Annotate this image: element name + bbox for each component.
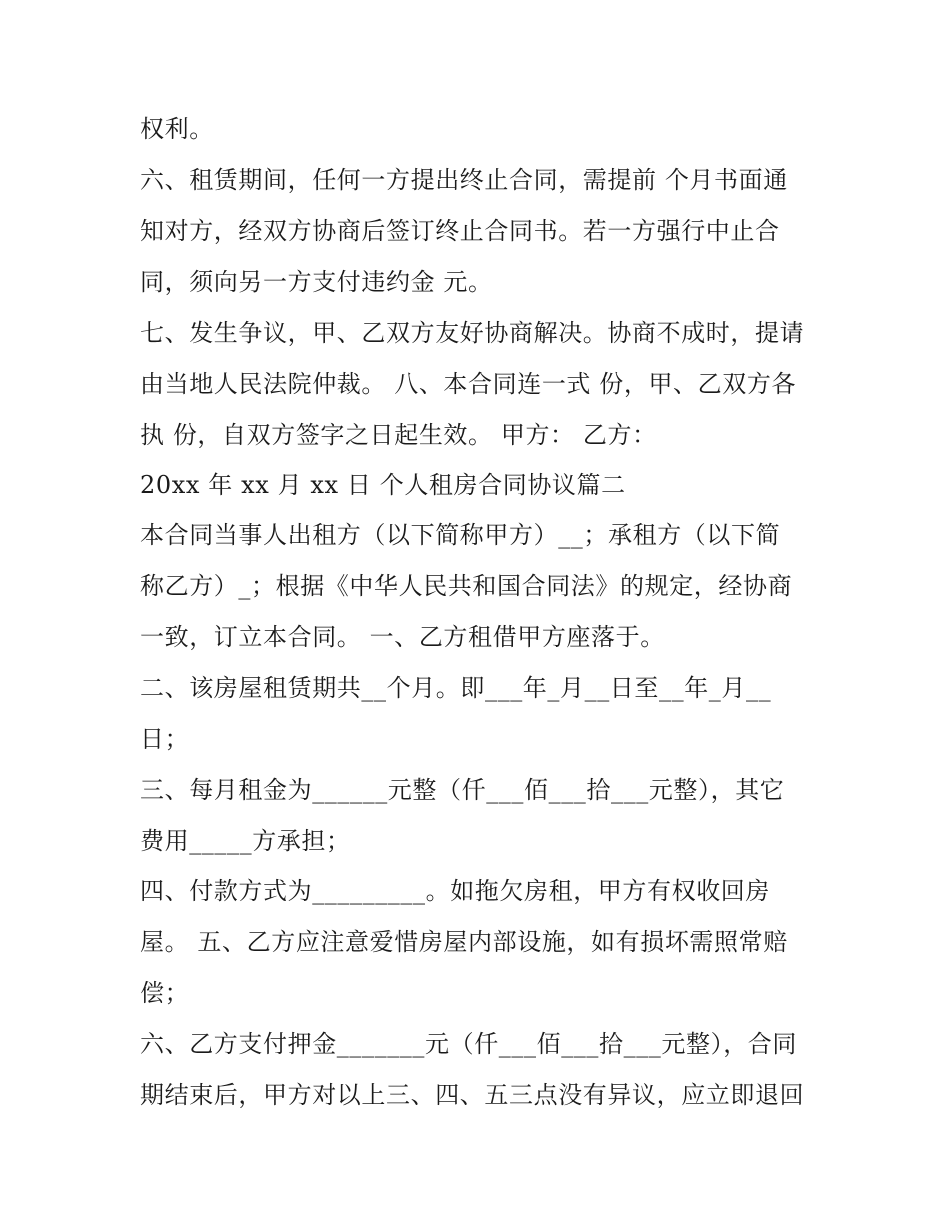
text-line: 权利。 [140,115,214,143]
text-line: 六、租赁期间，任何一方提出终止合同，需提前 个月书面通 [140,166,788,194]
text-line: 六、乙方支付押金_______元（仟___佰___拾___元整），合同 [140,1030,797,1058]
text-line: 屋。 五、乙方应注意爱惜房屋内部设施，如有损坏需照常赔 [140,928,788,956]
text-line: 由当地人民法院仲裁。 八、本合同连一式 份，甲、乙双方各 [140,370,797,398]
text-line: 执 份，自双方签字之日起生效。 甲方： 乙方： [140,421,657,449]
text-line: 偿； [140,979,190,1007]
text-line: 四、付款方式为_________。如拖欠房租，甲方有权收回房 [140,877,770,905]
text-line: 期结束后，甲方对以上三、四、五三点没有异议，应立即退回 [140,1081,805,1109]
section-title: 20xx 年 xx 月 xx 日 个人租房合同协议篇二 [140,471,626,499]
text-line: 同，须向另一方支付违约金 元。 [140,268,493,296]
text-line: 称乙方）_；根据《中华人民共和国合同法》的规定，经协商 [140,572,793,600]
text-line: 费用_____方承担； [140,827,351,855]
text-line: 三、每月租金为______元整（仟___佰___拾___元整），其它 [140,776,785,804]
text-line: 七、发生争议，甲、乙双方友好协商解决。协商不成时，提请 [140,319,805,347]
text-line: 日； [140,725,190,753]
text-line: 本合同当事人出租方（以下简称甲方）__；承租方（以下简 [140,521,781,549]
text-line: 一致，订立本合同。 一、乙方租借甲方座落于。 [140,623,665,651]
text-line: 二、该房屋租赁期共__个月。即___年_月__日至__年_月__ [140,674,772,702]
text-line: 知对方，经双方协商后签订终止合同书。若一方强行中止合 [140,217,780,245]
